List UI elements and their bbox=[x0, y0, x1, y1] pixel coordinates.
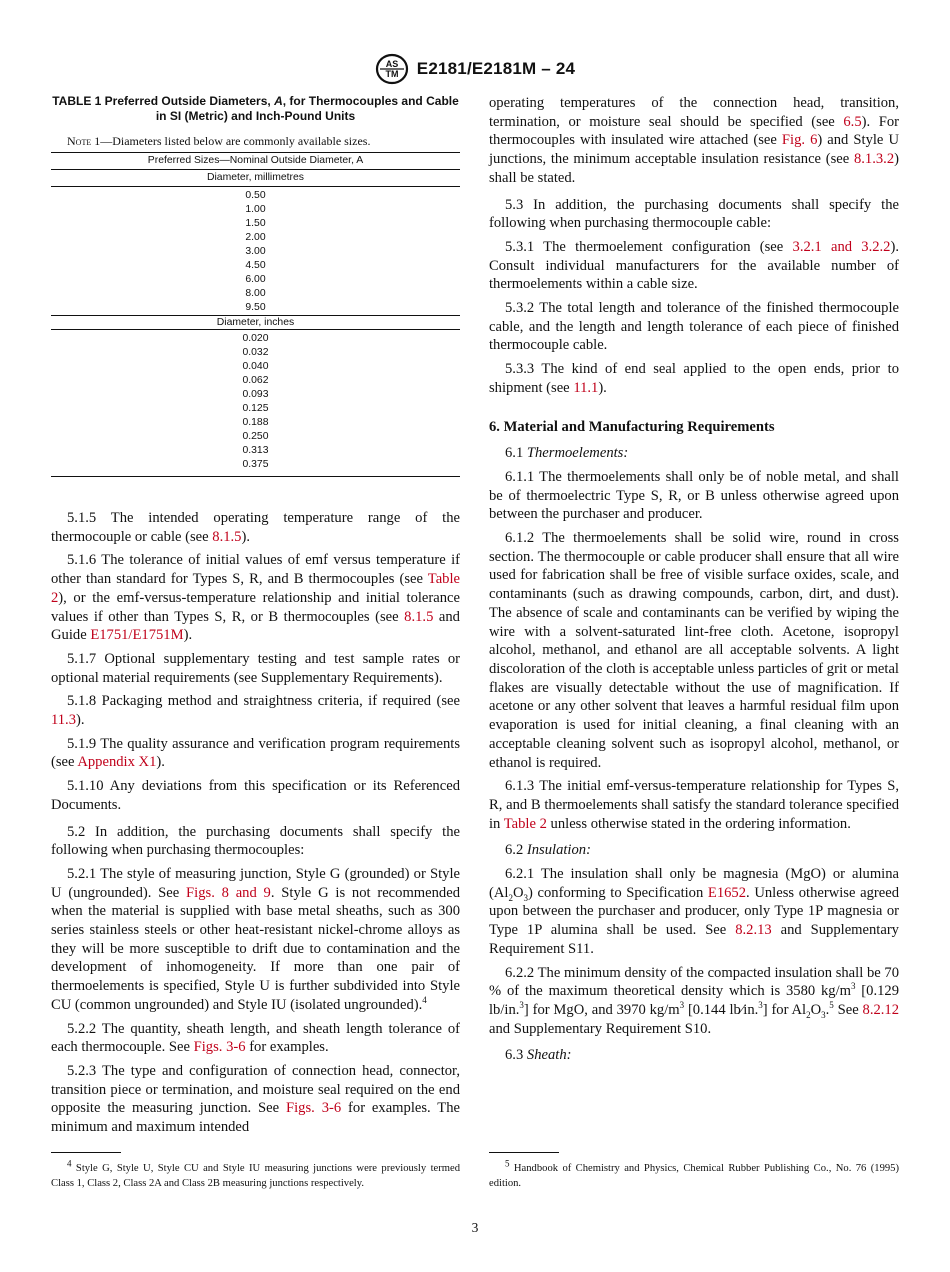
ref-11-1[interactable]: 11.1 bbox=[573, 379, 599, 396]
footnote-4: $^4$ Style G, Style U, Style CU and Style IU measuring junctions were previously termed Class 1, Class 2, Class 2A and Class 2B measuring junctions respectively. bbox=[51, 1158, 460, 1189]
table-cell: 0.50 bbox=[245, 190, 266, 201]
astm-logo-icon bbox=[375, 53, 409, 85]
footnote-marker-5[interactable]: 5 bbox=[829, 1000, 834, 1011]
ref-6-5[interactable]: 6.5 bbox=[843, 113, 862, 130]
table-cell: 3.00 bbox=[245, 246, 266, 257]
footnote-left bbox=[51, 1152, 460, 1191]
ref-figs-8-9[interactable]: Figs. 8 and 9 bbox=[186, 884, 271, 901]
ref-8-2-13[interactable]: 8.2.13 bbox=[735, 922, 772, 939]
table-cell: 1.50 bbox=[245, 218, 266, 229]
right-column bbox=[489, 94, 899, 1070]
paragraph-5-3-2: 5.3.2 The total length and tolerance of the finished thermocouple cable, and the length and length tolerance of each piece of finished thermocouple cable. bbox=[489, 300, 899, 354]
footnote-5: $^5$ Handbook of Chemistry and Physics, Chemical Rubber Publishing Co., No. 76 (1995) edition. bbox=[489, 1158, 899, 1189]
table-cell: 0.188 bbox=[242, 417, 269, 428]
ref-8-1-5[interactable]: 8.1.5 bbox=[404, 608, 434, 625]
paragraph-5-2-1: 5.2.1 The style of measuring junction, Style G (grounded) or Style U (ungrounded). See Figs. 8 and 9. Style G is not recommended when the material is supplied with base metal sheaths, such as 300 series stainless steels or other heat-resistant nickel-chrome alloys as they will be more susceptible to drift due to contamination and the development of inhomogeneity. If more than one pair of thermoelements is specified, Style U is further subdivided into Style CU (common ungrounded) and Style IU (isolated ungrounded).$^4$ bbox=[51, 865, 460, 1013]
mm-subheader: Diameter, millimetres bbox=[51, 170, 460, 187]
table-cell: 0.093 bbox=[242, 389, 269, 400]
paragraph-6-2-1: 6.2.1 The insulation shall only be magnesia (MgO) or alumina $(Al_2O_3)$ conforming to Specification E1652. Unless otherwise agreed upon between the purchaser and producer, only Type 1P magnesia or Type 1P alumina shall be used. See 8.2.13 and Supplementary Requirement S11. bbox=[489, 866, 899, 957]
ref-e1652[interactable]: E1652 bbox=[707, 884, 747, 901]
table-cell: 0.032 bbox=[242, 347, 269, 358]
table-1-caption: TABLE 1 Preferred Outside Diameters, A, for Thermocouples and Cable in SI (Metric) and Inch-Pound Units bbox=[52, 94, 459, 123]
table-cell: 0.040 bbox=[242, 361, 269, 372]
paragraph-5-1-6: 5.1.6 The tolerance of initial values of emf versus temperature if other than standard for Types S, R, and B thermocouples (see Table 2), or the emf-versus-temperature relationship and initial tolerance values if other than Types S, R, or B thermocouples (see 8.1.5 and Guide E1751/E1751M). bbox=[51, 552, 460, 644]
paragraph-5-1-9: 5.1.9 The quality assurance and verification program requirements (see Appendix X1). bbox=[51, 735, 460, 771]
ref-8-2-12[interactable]: 8.2.12 bbox=[862, 1001, 900, 1018]
paragraph-5-1-7: 5.1.7 Optional supplementary testing and test sample rates or optional material requirements (see Supplementary Requirements). bbox=[51, 650, 460, 686]
paragraph-6-2: 6.2 Insulation: bbox=[505, 842, 591, 859]
paragraph-5-2-2: 5.2.2 The quantity, sheath length, and sheath length tolerance of each thermocouple. See Figs. 3-6 for examples. bbox=[51, 1020, 460, 1056]
paragraph-6-1-1: 6.1.1 The thermoelements shall only be of noble metal, and shall be of thermoelectric Type S, R, or B unless otherwise agreed upon between the purchaser and producer. bbox=[489, 468, 899, 523]
table-cell: 8.00 bbox=[245, 288, 266, 299]
section-6-heading: 6. Material and Manufacturing Requirements bbox=[489, 418, 775, 435]
paragraph-5-3-1: 5.3.1 The thermoelement configuration (see 3.2.1 and 3.2.2). Consult individual manufacturers for the available number of thermoelements within a cable size. bbox=[489, 238, 899, 293]
page-number: 3 bbox=[471, 1220, 479, 1235]
table-cell: 0.062 bbox=[242, 375, 269, 386]
ref-fig-6[interactable]: Fig. 6 bbox=[781, 132, 818, 149]
preferred-diameters-table bbox=[51, 152, 460, 477]
table-cell: 0.125 bbox=[242, 403, 269, 414]
paragraph-5-2-3: 5.2.3 The type and configuration of connection head, connector, transition piece or termination, and moisture seal required on the end opposite the measuring junction. See Figs. 3-6 for examples. The minimum and maximum intended bbox=[51, 1062, 460, 1136]
paragraph-6-1: 6.1 Thermoelements: bbox=[505, 445, 629, 462]
table-cell: 0.375 bbox=[51, 458, 460, 477]
paragraph-6-3: 6.3 Sheath: bbox=[505, 1047, 572, 1064]
document-designation: E2181/E2181M – 24 bbox=[416, 59, 576, 78]
ref-figs-3-6[interactable]: Figs. 3-6 bbox=[193, 1039, 246, 1056]
table-cell: 2.00 bbox=[245, 232, 266, 243]
table-cell: 4.50 bbox=[245, 260, 266, 271]
ref-11-3[interactable]: 11.3 bbox=[51, 712, 76, 729]
paragraph-5-2: 5.2 In addition, the purchasing documents shall specify the following when purchasing thermocouples: bbox=[51, 823, 460, 859]
paragraph-5-2-3-continued: operating temperatures of the connection head, transition, termination, or moisture seal should be specified (see 6.5). For thermocouples with insulated wire attached (see Fig. 6) and Style U junctions, the minimum acceptable insulation resistance (see 8.1.3.2) shall be stated. bbox=[489, 95, 899, 186]
table-header: Preferred Sizes—Nominal Outside Diameter, A bbox=[51, 153, 460, 170]
ref-table-2[interactable]: Table 2 bbox=[51, 571, 460, 606]
ref-8-1-5[interactable]: 8.1.5 bbox=[212, 528, 242, 545]
table-cell: 9.50 bbox=[245, 302, 266, 313]
paragraph-5-1-10: 5.1.10 Any deviations from this specification or its Referenced Documents. bbox=[51, 778, 460, 813]
table-cell: 0.020 bbox=[242, 333, 269, 344]
paragraph-6-1-3: 6.1.3 The initial emf-versus-temperature relationship for Types S, R, and B thermoelements shall satisfy the standard tolerance specified in Table 2 unless otherwise stated in the ordering information. bbox=[489, 778, 899, 832]
paragraph-5-3: 5.3 In addition, the purchasing documents shall specify the following when purchasing thermocouple cable: bbox=[489, 196, 899, 232]
table-cell: 0.250 bbox=[242, 431, 269, 442]
ref-e1751[interactable]: E1751/E1751M bbox=[90, 627, 184, 644]
paragraph-6-1-2: 6.1.2 The thermoelements shall be solid wire, round in cross section. The thermocouple or cable producer shall ensure that all wire used for fabrication shall be free of visible surface oxides, scale, and contaminants (such as drawing compounds, carbon, dirt, and dust). The absence of scale and contaminants can be verified by wiping the wire with a solvent-saturated lint-free cloth. Acetone, isopropyl alcohol, methanol, and ethanol are all acceptable solvents. A light discoloration of the cloth is acceptable unless particles of grit or metal flakes are visually detectable without the use of magnification. If acetone or any other solvent that leaves a harmful residual film upon evaporation is used for initial cleaning, a final cleaning with an acceptable cleaning solvent such as isopropyl alcohol, methanol, or ethanol is required. bbox=[489, 530, 899, 771]
inch-subheader: Diameter, inches bbox=[51, 316, 460, 330]
table-cell: 6.00 bbox=[245, 274, 266, 285]
paragraph-5-3-3: 5.3.3 The kind of end seal applied to the open ends, prior to shipment (see 11.1). bbox=[489, 361, 899, 396]
footnote-rule bbox=[51, 1152, 121, 1153]
table-cell: 1.00 bbox=[245, 204, 266, 215]
paragraph-5-1-8: 5.1.8 Packaging method and straightness criteria, if required (see 11.3). bbox=[51, 693, 460, 729]
ref-3-2-1-3-2-2[interactable]: 3.2.1 and 3.2.2 bbox=[792, 238, 891, 255]
page-header bbox=[0, 52, 950, 86]
paragraph-6-2-2: 6.2.2 The minimum density of the compacted insulation shall be 70 % of the maximum theoretical density which is 3580 $kg/m^3$ [0.129 lb/in.$^3$] for MgO, and 3970 $kg/m^3$ [0.144 lb⁄in.$^3$] for $Al_2O_3.^5$ See 8.2.12 and Supplementary Requirement S10. bbox=[489, 964, 900, 1037]
svg-text:TM: TM bbox=[385, 69, 399, 79]
svg-text:AS: AS bbox=[385, 59, 399, 69]
ref-8-1-3-2[interactable]: 8.1.3.2 bbox=[853, 151, 895, 168]
ref-table-2[interactable]: Table 2 bbox=[503, 815, 547, 832]
left-column bbox=[51, 94, 460, 1142]
table-cell: 0.313 bbox=[242, 445, 269, 456]
ref-figs-3-6[interactable]: Figs. 3-6 bbox=[286, 1100, 342, 1117]
table-1-note: Note 1—Diameters listed below are commonly available sizes. bbox=[67, 134, 371, 148]
footnote-rule bbox=[489, 1152, 559, 1153]
paragraph-5-1-5: 5.1.5 The intended operating temperature range of the thermocouple or cable (see 8.1.5). bbox=[51, 510, 460, 545]
ref-appendix-x1[interactable]: Appendix X1 bbox=[77, 754, 157, 771]
footnote-right bbox=[489, 1152, 899, 1191]
footnote-marker-4[interactable]: 4 bbox=[422, 995, 427, 1006]
